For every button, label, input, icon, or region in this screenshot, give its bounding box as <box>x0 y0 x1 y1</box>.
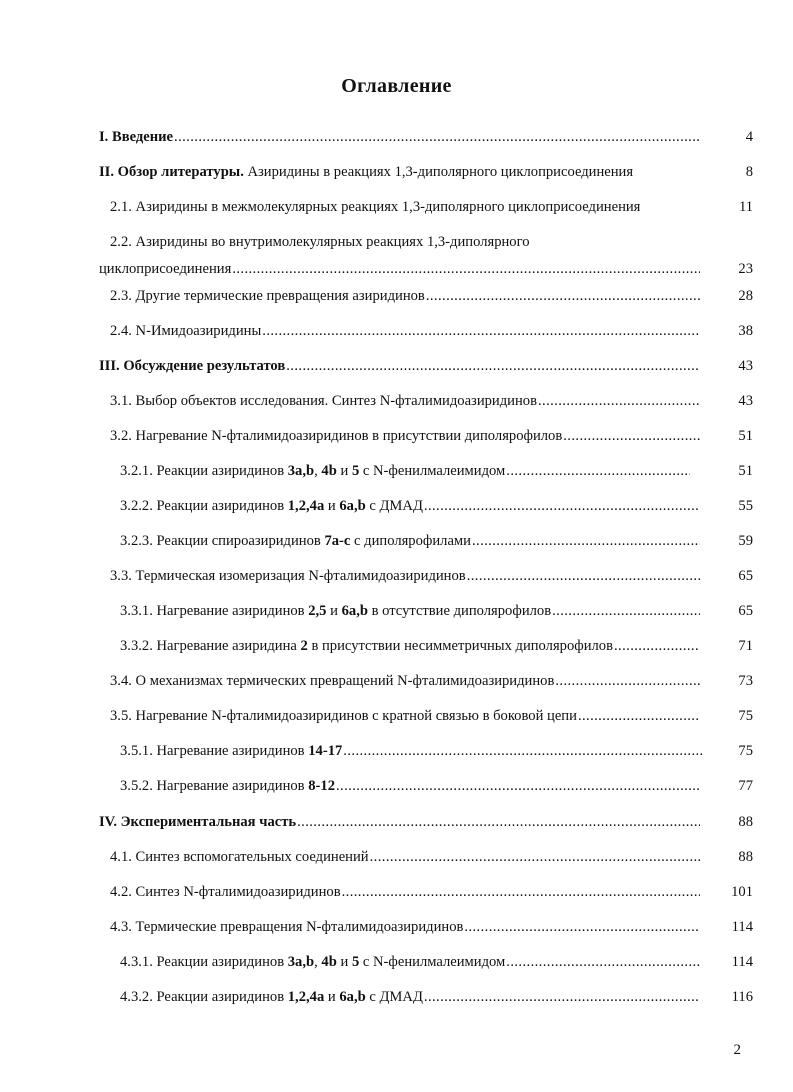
toc-entry-bold-fragment: 2,5 <box>308 603 327 619</box>
toc-entry-title <box>99 813 296 831</box>
toc-entry[interactable] <box>110 427 700 445</box>
toc-leader-dots <box>342 883 700 901</box>
toc-leader-dots <box>424 988 700 1006</box>
toc-leader-dots <box>467 567 700 585</box>
toc-entry-text-fragment: 4.2. Синтез N-фталимидоазиридинов <box>110 884 341 900</box>
toc-page-number: 101 <box>731 884 753 900</box>
toc-entry[interactable] <box>120 462 690 480</box>
toc-entry-title <box>110 707 577 725</box>
toc-entry-text-fragment: и <box>326 603 342 619</box>
toc-entry[interactable] <box>110 392 700 410</box>
toc-entry-text-fragment: 3.3. Термическая изомеризация N-фталимидоазиридинов <box>110 568 466 584</box>
toc-page-number: 114 <box>731 919 753 935</box>
toc-page-number: 88 <box>738 849 753 865</box>
toc-page-number: 23 <box>738 261 753 277</box>
toc-leader-dots <box>578 707 700 725</box>
toc-entry-bold-fragment: III. Обсуждение результатов <box>99 358 286 374</box>
toc-entry[interactable] <box>120 777 700 795</box>
toc-entry[interactable] <box>110 883 700 901</box>
toc-entry-bold-fragment: IV. Экспериментальная часть <box>99 814 297 830</box>
toc-entry-text-fragment: с ДМАД <box>365 498 423 514</box>
toc-entry[interactable] <box>110 672 700 690</box>
toc-entry-text-fragment: 3.3.1. Нагревание азиридинов <box>120 603 309 619</box>
toc-entry-text-fragment: 2.2. Азиридины во внутримолекулярных реакциях 1,3-диполярного <box>110 234 530 250</box>
toc-entry-text-fragment: с ДМАД <box>365 989 423 1005</box>
toc-entry[interactable] <box>110 233 700 251</box>
toc-entry-text-fragment: 2.3. Другие термические превращения азиридинов <box>110 288 425 304</box>
toc-entry-text-fragment: с диполярофилами <box>350 533 471 549</box>
toc-leader-dots <box>336 777 700 795</box>
toc-page-number: 65 <box>738 603 753 619</box>
toc-entry[interactable] <box>120 742 704 760</box>
toc-entry[interactable] <box>120 637 700 655</box>
toc-entry-bold-fragment: 1,2,4a <box>287 498 325 514</box>
toc-entry[interactable] <box>120 602 700 620</box>
toc-entry-bold-fragment: 6a,b <box>339 498 366 514</box>
toc-leader-dots <box>232 260 700 278</box>
toc-entry-text-fragment: и <box>336 954 352 970</box>
toc-page-number: 11 <box>738 199 753 215</box>
toc-entry[interactable] <box>110 707 700 725</box>
toc-entry-text-fragment: 3.3.2. Нагревание азиридина <box>120 638 301 654</box>
toc-page-number: 51 <box>738 463 753 479</box>
toc-entry-text-fragment: , <box>314 463 322 479</box>
toc-entry-title <box>110 918 463 936</box>
toc-leader-dots <box>555 672 700 690</box>
toc-entry[interactable] <box>99 128 700 146</box>
page-title: Оглавление <box>341 75 452 97</box>
toc-entry-title <box>120 602 551 620</box>
toc-entry-text-fragment: 4.1. Синтез вспомогательных соединений <box>110 849 369 865</box>
toc-entry-continuation[interactable] <box>99 260 700 278</box>
toc-page-number: 116 <box>731 989 753 1005</box>
toc-entry-bold-fragment: 6a,b <box>341 603 368 619</box>
toc-leader-dots <box>506 953 700 971</box>
toc-leader-dots <box>262 322 700 340</box>
toc-leader-dots <box>614 637 700 655</box>
toc-entry-bold-fragment: 7a-c <box>324 533 351 549</box>
toc-entry-text-fragment: 3.5.1. Нагревание азиридинов <box>120 743 309 759</box>
toc-page-number: 114 <box>731 954 753 970</box>
toc-leader-dots <box>424 497 700 515</box>
toc-leader-dots <box>370 848 700 866</box>
toc-entry-text-fragment: 3.2.1. Реакции азиридинов <box>120 463 288 479</box>
toc-page-number: 88 <box>738 814 753 830</box>
toc-entry-title <box>110 233 530 251</box>
toc-entry-bold-fragment: 3a,b <box>287 463 315 479</box>
toc-entry-title <box>120 497 423 515</box>
toc-entry-title <box>110 883 341 901</box>
toc-leader-dots <box>297 813 700 831</box>
toc-page-number: 51 <box>738 428 753 444</box>
toc-page-number: 38 <box>738 323 753 339</box>
toc-page-number: 28 <box>738 288 753 304</box>
toc-entry-bold-fragment: 5 <box>351 463 360 479</box>
toc-entry-text-fragment: 4.3. Термические превращения N-фталимидоазиридинов <box>110 919 464 935</box>
toc-entry[interactable] <box>120 988 700 1006</box>
toc-entry-bold-fragment: 6a,b <box>339 989 366 1005</box>
toc-entry-text-fragment: 4.3.1. Реакции азиридинов <box>120 954 288 970</box>
toc-entry-text-fragment: в отсутствие диполярофилов <box>367 603 552 619</box>
toc-entry-text-fragment: 3.5. Нагревание N-фталимидоазиридинов с кратной связью в боковой цепи <box>110 708 577 724</box>
toc-leader-dots <box>506 462 690 480</box>
toc-entry-text-fragment: и <box>336 463 352 479</box>
toc-entry-bold-fragment: 3a,b <box>287 954 315 970</box>
toc-entry-text-fragment: 3.2. Нагревание N-фталимидоазиридинов в присутствии диполярофилов <box>110 428 563 444</box>
toc-entry-text-fragment: 3.2.3. Реакции спироазиридинов <box>120 533 325 549</box>
toc-leader-dots <box>538 392 700 410</box>
toc-page-number: 8 <box>745 164 753 180</box>
toc-entry[interactable] <box>120 497 700 515</box>
toc-entry-title <box>110 567 466 585</box>
toc-entry-title <box>99 128 173 146</box>
toc-entry-bold-fragment: II. Обзор литературы. <box>99 164 244 180</box>
toc-page-number: 43 <box>738 358 753 374</box>
toc-entry-title <box>120 988 423 1006</box>
toc-entry-title-continued: циклоприсоединения <box>99 261 232 277</box>
toc-entry-title <box>120 777 335 795</box>
toc-entry-bold-fragment: I. Введение <box>99 129 174 145</box>
toc-entry-text-fragment: 3.1. Выбор объектов исследования. Синтез N-фталимидоазиридинов <box>110 393 537 409</box>
toc-entry-bold-fragment: 1,2,4a <box>287 989 325 1005</box>
toc-entry-title <box>110 392 537 410</box>
toc-entry-title <box>120 953 505 971</box>
toc-entry[interactable] <box>110 918 700 936</box>
toc-entry[interactable] <box>99 357 700 375</box>
toc-entry[interactable] <box>99 813 700 831</box>
toc-entry-bold-fragment: 14-17 <box>308 743 343 759</box>
toc-entry-title <box>110 427 562 445</box>
toc-page-number: 77 <box>738 778 753 794</box>
toc-entry-bold-fragment: 2 <box>300 638 308 654</box>
toc-entry-text-fragment: 3.2.2. Реакции азиридинов <box>120 498 288 514</box>
toc-entry-text-fragment: с N-фенилмалеимидом <box>359 954 506 970</box>
toc-leader-dots <box>563 427 700 445</box>
toc-entry[interactable] <box>110 848 700 866</box>
toc-entry[interactable] <box>110 567 700 585</box>
toc-page-number: 75 <box>738 743 753 759</box>
toc-entry[interactable] <box>120 953 700 971</box>
toc-entry-title <box>120 742 342 760</box>
toc-page-number: 43 <box>738 393 753 409</box>
toc-entry-text-fragment: и <box>324 989 340 1005</box>
toc-entry-title <box>110 322 261 340</box>
page-number: 2 <box>733 1042 741 1058</box>
toc-leader-dots <box>552 602 700 620</box>
toc-leader-dots <box>472 532 700 550</box>
toc-entry-bold-fragment: 5 <box>351 954 360 970</box>
toc-leader-dots <box>286 357 700 375</box>
toc-entry-title <box>110 672 554 690</box>
toc-entry[interactable] <box>110 322 700 340</box>
toc-entry[interactable] <box>110 287 700 305</box>
toc-entry[interactable] <box>120 532 700 550</box>
toc-page-number: 59 <box>738 533 753 549</box>
toc-entry-text-fragment: в присутствии несимметричных диполярофилов <box>307 638 613 654</box>
toc-entry-text-fragment: , <box>314 954 322 970</box>
toc-page-number: 65 <box>738 568 753 584</box>
toc-entry-text-fragment: 3.5.2. Нагревание азиридинов <box>120 778 309 794</box>
toc-entry-title <box>120 532 471 550</box>
toc-entry-title <box>110 198 640 216</box>
toc-leader-dots <box>343 742 704 760</box>
toc-leader-dots <box>464 918 700 936</box>
toc-entry-text-fragment: 3.4. О механизмах термических превращений N-фталимидоазиридинов <box>110 673 555 689</box>
toc-entry[interactable] <box>110 198 710 216</box>
toc-entry-text-fragment: 4.3.2. Реакции азиридинов <box>120 989 288 1005</box>
toc-entry-bold-fragment: 8-12 <box>308 778 335 794</box>
toc-entry[interactable] <box>99 163 700 181</box>
toc-entry-bold-fragment: 4b <box>321 463 337 479</box>
toc-entry-text-fragment: 2.1. Азиридины в межмолекулярных реакциях 1,3-диполярного циклоприсоединения <box>110 199 641 215</box>
toc-entry-title <box>99 357 285 375</box>
toc-entry-title <box>110 287 425 305</box>
toc-page-number: 75 <box>738 708 753 724</box>
toc-entry-title <box>120 637 613 655</box>
toc-page-number: 73 <box>738 673 753 689</box>
toc-entry-title <box>110 848 369 866</box>
toc-entry-title <box>120 462 505 480</box>
toc-entry-text-fragment: Азиридины в реакциях 1,3-диполярного циклоприсоединения <box>243 164 634 180</box>
toc-entry-text-fragment: 2.4. N-Имидоазиридины <box>110 323 262 339</box>
toc-entry-bold-fragment: 4b <box>321 954 337 970</box>
toc-entry-text-fragment: и <box>324 498 340 514</box>
toc-entry-text-fragment: с N-фенилмалеимидом <box>359 463 506 479</box>
toc-page-number: 4 <box>745 129 753 145</box>
toc-leader-dots <box>174 128 700 146</box>
toc-leader-dots <box>426 287 700 305</box>
toc-page-number: 55 <box>738 498 753 514</box>
toc-page-number: 71 <box>738 638 753 654</box>
toc-entry-title <box>99 163 633 181</box>
